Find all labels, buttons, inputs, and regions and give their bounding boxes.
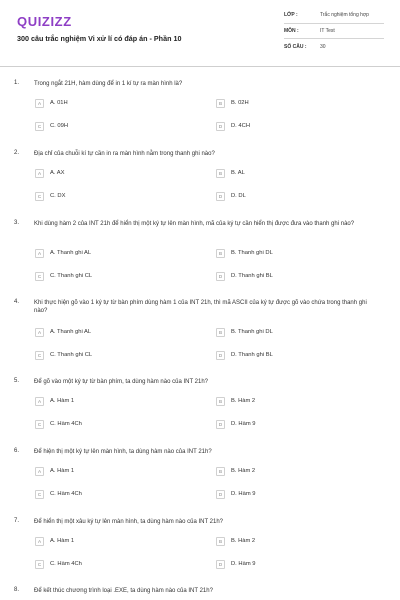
option-c[interactable]: [35, 489, 82, 499]
question-number: 3.: [14, 220, 20, 226]
option-letter-box: B: [216, 99, 225, 108]
option-letter-box: B: [216, 249, 225, 258]
option-text: B. Hàm 2: [231, 398, 256, 404]
option-letter-box: D: [216, 122, 225, 131]
meta-value: IT Test: [320, 27, 335, 34]
option-text: D. Hàm 9: [231, 491, 256, 497]
option-text: B. AL: [231, 170, 245, 176]
option-text: C. Thanh ghi CL: [50, 273, 93, 279]
question-number: 5.: [14, 378, 20, 384]
option-c[interactable]: [35, 559, 82, 569]
option-letter-box: A: [35, 537, 44, 546]
option-text: A. AX: [50, 170, 65, 176]
meta-label: MÔN :: [284, 27, 299, 34]
question-text: Để kết thúc chương trình loại .EXE, ta dùng hàm nào của INT 21h?: [34, 588, 213, 594]
header-divider: [0, 66, 400, 67]
question-number: 4.: [14, 299, 20, 305]
quizizz-logo: QUIZIZZ: [17, 14, 72, 29]
option-letter-box: C: [35, 420, 44, 429]
question-number: 7.: [14, 518, 20, 524]
option-text: B. Thanh ghi DL: [231, 250, 273, 256]
option-d[interactable]: [216, 489, 255, 499]
option-text: A. Hàm 1: [50, 398, 75, 404]
option-a[interactable]: [35, 536, 74, 546]
option-d[interactable]: [216, 350, 273, 360]
option-a[interactable]: [35, 327, 91, 337]
worksheet-meta: [284, 8, 384, 55]
option-text: A. Thanh ghi AL: [50, 329, 92, 335]
option-d[interactable]: [216, 121, 250, 131]
option-text: A. 01H: [50, 100, 68, 106]
option-d[interactable]: [216, 559, 255, 569]
option-b[interactable]: [216, 466, 255, 476]
option-text: D. DL: [231, 193, 246, 199]
question-text: Để hiển thị một xâu ký tự lên màn hình, ta dùng hàm nào của INT 21h?: [34, 519, 224, 525]
option-c[interactable]: [35, 121, 68, 131]
meta-row-class: [284, 8, 384, 24]
option-letter-box: D: [216, 490, 225, 499]
option-text: C. Hàm 4Ch: [50, 491, 82, 497]
option-text: B. Hàm 2: [231, 538, 256, 544]
option-letter-box: B: [216, 537, 225, 546]
option-letter-box: A: [35, 249, 44, 258]
option-letter-box: C: [35, 192, 44, 201]
option-text: D. Thanh ghi BL: [231, 352, 273, 358]
option-letter-box: A: [35, 169, 44, 178]
option-text: A. Hàm 1: [50, 468, 75, 474]
option-b[interactable]: [216, 327, 273, 337]
option-letter-box: B: [216, 328, 225, 337]
question-number: 6.: [14, 448, 20, 454]
option-letter-box: C: [35, 122, 44, 131]
option-letter-box: D: [216, 272, 225, 281]
option-text: A. Hàm 1: [50, 538, 75, 544]
option-text: A. Thanh ghi AL: [50, 250, 92, 256]
meta-label: LỚP :: [284, 12, 298, 19]
option-letter-box: A: [35, 467, 44, 476]
question-text: Khi dùng hàm 2 của INT 21h để hiển thị một ký tự lên màn hình, mã của ký tự cần hiển thị được đưa vào thanh ghi nào?: [34, 221, 355, 227]
option-d[interactable]: [216, 271, 273, 281]
meta-label: SỐ CÂU :: [284, 43, 307, 50]
option-a[interactable]: [35, 168, 65, 178]
option-text: B. 02H: [231, 100, 249, 106]
option-text: B. Hàm 2: [231, 468, 256, 474]
option-letter-box: A: [35, 99, 44, 108]
option-a[interactable]: [35, 98, 68, 108]
question-text: Địa chỉ của chuỗi kí tự cần in ra màn hình nằm trong thanh ghi nào?: [34, 151, 215, 157]
option-text: D. Hàm 9: [231, 421, 256, 427]
option-text: C. DX: [50, 193, 66, 199]
question-text: Khi thực hiện gõ vào 1 ký tự từ bàn phím dùng hàm 1 của INT 21h, thì mã ASCII của ký tự được gõ vào chứa trong thanh ghi nào?: [34, 300, 367, 314]
question-text: Trong ngắt 21H, hàm dùng để in 1 kí tự ra màn hình là?: [34, 81, 183, 87]
option-letter-box: A: [35, 328, 44, 337]
option-b[interactable]: [216, 396, 255, 406]
option-letter-box: B: [216, 169, 225, 178]
option-d[interactable]: [216, 191, 246, 201]
meta-row-subject: [284, 24, 384, 40]
option-letter-box: C: [35, 490, 44, 499]
option-b[interactable]: [216, 248, 273, 258]
worksheet-header: [0, 0, 400, 66]
option-text: C. Thanh ghi CL: [50, 352, 93, 358]
option-b[interactable]: [216, 536, 255, 546]
option-text: C. Hàm 4Ch: [50, 561, 82, 567]
option-a[interactable]: [35, 396, 74, 406]
option-letter-box: D: [216, 192, 225, 201]
option-d[interactable]: [216, 419, 255, 429]
option-a[interactable]: [35, 466, 74, 476]
option-letter-box: C: [35, 351, 44, 360]
option-letter-box: D: [216, 420, 225, 429]
question-text: Để gõ vào một ký tự từ bàn phím, ta dùng hàm nào của INT 21h?: [34, 379, 209, 385]
option-text: D. Thanh ghi BL: [231, 273, 273, 279]
option-letter-box: A: [35, 397, 44, 406]
option-c[interactable]: [35, 191, 65, 201]
option-text: D. Hàm 9: [231, 561, 256, 567]
option-c[interactable]: [35, 271, 92, 281]
meta-row-count: [284, 39, 384, 55]
option-a[interactable]: [35, 248, 91, 258]
worksheet-title: 300 câu trắc nghiệm Vi xử lí có đáp án - Phần 10: [17, 34, 182, 43]
option-text: D. 4CH: [231, 123, 251, 129]
option-b[interactable]: [216, 98, 249, 108]
option-letter-box: C: [35, 272, 44, 281]
question-number: 8.: [14, 587, 20, 593]
meta-value: Trắc nghiệm tổng hợp: [320, 12, 369, 19]
option-c[interactable]: [35, 419, 82, 429]
meta-value: 30: [320, 43, 326, 50]
question-number: 1.: [14, 80, 20, 86]
option-text: C. 09H: [50, 123, 69, 129]
question-number: 2.: [14, 150, 20, 156]
option-b[interactable]: [216, 168, 245, 178]
option-letter-box: C: [35, 560, 44, 569]
option-text: C. Hàm 4Ch: [50, 421, 82, 427]
option-letter-box: D: [216, 351, 225, 360]
option-c[interactable]: [35, 350, 92, 360]
option-letter-box: B: [216, 397, 225, 406]
option-text: B. Thanh ghi DL: [231, 329, 273, 335]
question-text: Để hiện thị một ký tự lên màn hình, ta dùng hàm nào của INT 21h?: [34, 449, 212, 455]
option-letter-box: D: [216, 560, 225, 569]
option-letter-box: B: [216, 467, 225, 476]
